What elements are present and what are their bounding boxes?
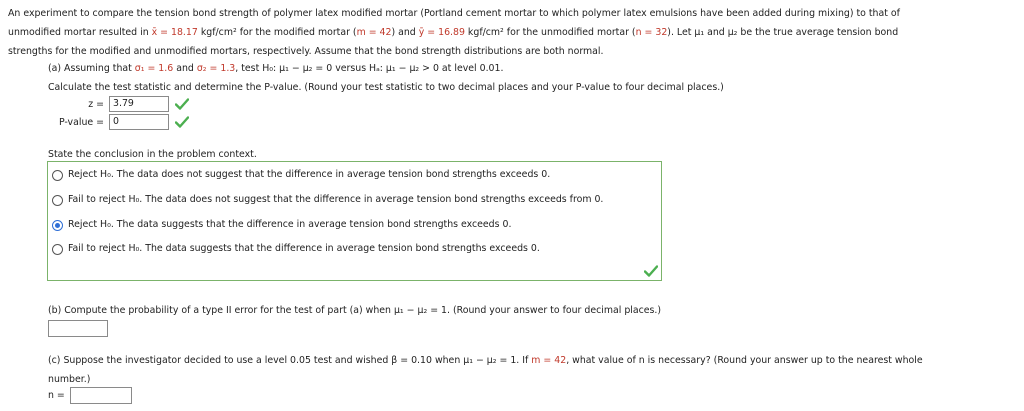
choice-label: Reject H₀. The data suggests that the difference in average tension bond strengths exceeds 0.: [68, 219, 512, 230]
part-c-prompt: (c) Suppose the investigator decided to use a level 0.05 test and wished β = 0.10 when μ₁ − μ₂ = 1. If m = 42, what value of n is necessary? (Round your answer up to the nearest whole: [48, 355, 923, 366]
intro-line-1: An experiment to compare the tension bond strength of polymer latex modified mortar (Portland cement mortar to which polymer latex emulsions have been added during mixing) to that of: [8, 8, 900, 19]
intro-line-3: strengths for the modified and unmodified mortars, respectively. Assume that the bond strength distributions are both normal.: [8, 46, 604, 57]
sigma2-value: σ₂ = 1.3: [196, 63, 236, 74]
choice-option[interactable]: [52, 218, 511, 232]
choice-label: Reject H₀. The data does not suggest that the difference in average tension bond strengths exceeds 0.: [68, 169, 551, 180]
part-a-prompt: (a) Assuming that σ₁ = 1.6 and σ₂ = 1.3, test H₀: μ₁ − μ₂ = 0 versus Hₐ: μ₁ − μ₂ > 0 at level 0.01.: [48, 63, 504, 74]
p-value-label: P-value =: [58, 116, 104, 128]
choice-label: Fail to reject H₀. The data suggests that the difference in average tension bond strengths exceeds 0.: [68, 243, 540, 254]
p-value-answer-row: [48, 114, 189, 130]
conclusion-choices: [47, 161, 662, 281]
n-value: n = 32: [635, 27, 668, 38]
intro-line-2: unmodified mortar resulted in x̄ = 18.17 kgf/cm² for the modified mortar (m = 42) and ȳ = 16.89 kgf/cm² for the unmodified mortar (n = 32). Let μ₁ and μ₂ be the true average tension bond: [8, 27, 899, 38]
z-answer-row: [48, 96, 189, 112]
part-a-instruction: Calculate the test statistic and determine the P-value. (Round your test statistic to two decimal places and your P-value to four decimal places.): [48, 82, 724, 93]
choice-option[interactable]: [52, 168, 550, 182]
sample-size-input[interactable]: [70, 387, 132, 404]
part-b-prompt: (b) Compute the probability of a type II error for the test of part (a) when μ₁ − μ₂ = 1. (Round your answer to four decimal places.): [48, 305, 662, 316]
m-value: m = 42: [531, 355, 567, 366]
radio-button[interactable]: [52, 170, 63, 181]
xbar-value: x̄ = 18.17: [151, 27, 198, 38]
part-c-prompt-line-2: number.): [48, 374, 91, 385]
conclusion-prompt: State the conclusion in the problem context.: [48, 149, 257, 160]
check-icon: [644, 265, 658, 277]
check-icon: [175, 98, 189, 110]
ybar-value: ȳ = 16.89: [418, 27, 465, 38]
z-label: z =: [88, 98, 104, 110]
check-icon: [175, 116, 189, 128]
radio-button-selected[interactable]: [52, 220, 63, 231]
p-value-input[interactable]: 0: [109, 114, 169, 130]
radio-button[interactable]: [52, 244, 63, 255]
n-answer-row: [48, 387, 132, 404]
m-value: m = 42: [356, 27, 392, 38]
choice-label: Fail to reject H₀. The data does not suggest that the difference in average tension bond strengths exceeds from 0.: [68, 194, 604, 205]
z-input[interactable]: 3.79: [109, 96, 169, 112]
type-ii-error-input[interactable]: [48, 320, 108, 337]
radio-button[interactable]: [52, 195, 63, 206]
sigma1-value: σ₁ = 1.6: [134, 63, 174, 74]
n-label: n =: [48, 390, 65, 401]
problem-statement: [8, 4, 1013, 61]
choice-option[interactable]: [52, 193, 603, 207]
choice-option[interactable]: [52, 242, 540, 256]
